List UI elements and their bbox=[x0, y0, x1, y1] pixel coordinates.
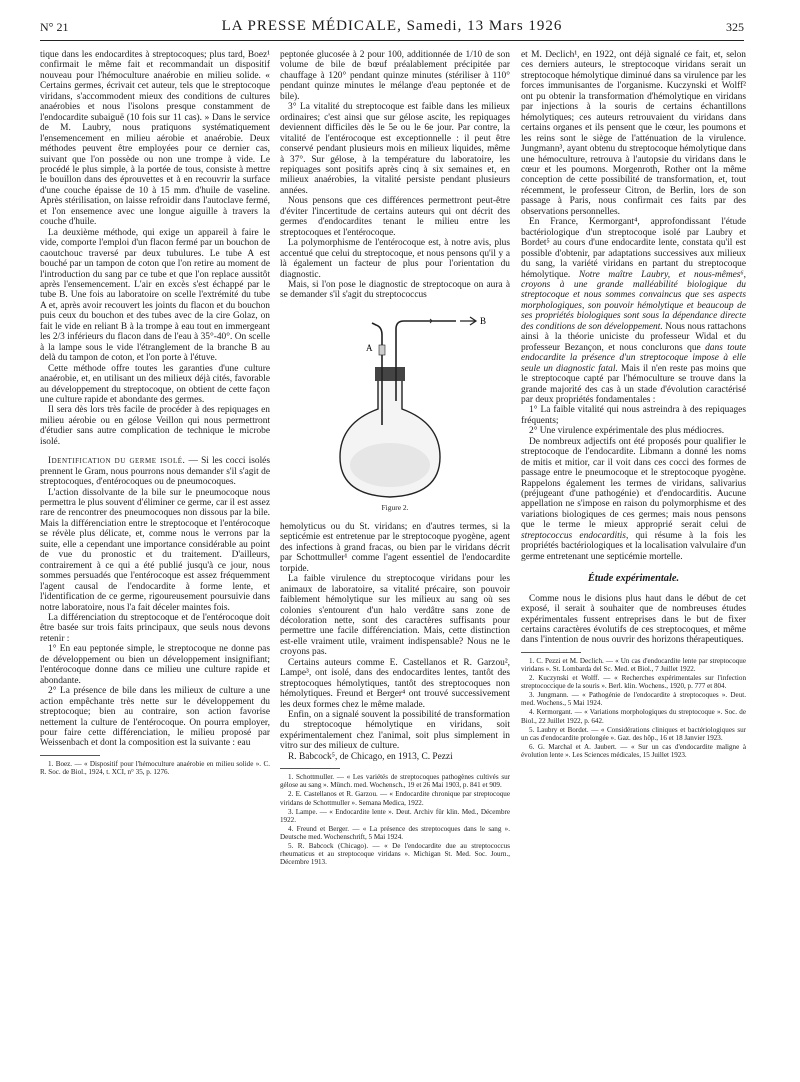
paragraph: Certains auteurs comme E. Castellanos et R. Garzou², Lampe³, ont isolé, dans des endocardites lentes, tantôt des streptocoques hémolytiques, tantôt des streptocoques non hémolytiques. Freund et Berger⁴ ont trouvé successivement les deux formes chez le même malade. bbox=[280, 657, 510, 710]
footnote: 2. Kuczynski et Wolff. — « Recherches expérimentales sur l'infection streptococcique de la souris ». Berl. klin. Wochens., 1920, p. 777 et 804. bbox=[521, 674, 746, 691]
footnote: 6. G. Marchal et A. Jaubert. — « Sur un cas d'endocardite maligne à évolution lente ». Les Sciences médicales, 15 Juillet 1923. bbox=[521, 742, 746, 759]
paragraph: Enfin, on a signalé souvent la possibilité de transformation du streptocoque hémolytique en viridans, soit expérimentalement chez l'animal, soit plus simplement in vitro sur des milieux de culture. bbox=[280, 710, 510, 752]
column-1 bbox=[40, 50, 270, 777]
paragraph: hemolyticus ou du St. viridans; en d'autres termes, si la septicémie est entretenue par le streptocoque pyogène, agent des infections à grand fracas, ou bien par le viridans décrit par Schottmuller¹ comme l'agent essentiel de l'endocardite torpide. bbox=[280, 521, 510, 574]
figure-2 bbox=[280, 305, 510, 520]
section-heading: Étude expérimentale. bbox=[587, 573, 680, 585]
paragraph: La deuxième méthode, qui exige un appareil à faire le vide, comporte l'emploi d'un flacon fermé par un bouchon de caoutchouc traversé par deux tubulures. Le tube A est bouché par un tampon de coton que l'on retire au moment de l'introduction du sang par ce tube et que l'on replace aussitôt après l'ensemencement. L'air en excès s'est échappé par le tube B. Une fois au laboratoire on scelle l'extrémité du tube A et, après avoir recouvert les joints du flacon et du bouchon puis ceux du bouchon et des tubes avec de la cire Golaz, on fait le vide en reliant B à la trompe à eau tout en immergeant les 2/3 inférieurs du flacon dans de l'eau à 35°-40°. On scelle à la lampe sous le vide l'étranglement de la branche B au delà du tampon de coton, et l'on porte à l'étuve. bbox=[40, 227, 270, 364]
footnote: 1. C. Pezzi et M. Declich. — « Un cas d'endocardite lente par streptocoque viridans ». St. Lombarda del Sc. Med. et Biol., 7 Juillet 1922. bbox=[521, 656, 746, 674]
page-header bbox=[40, 18, 744, 41]
paragraph: Mais, si l'on pose le diagnostic de streptocoque on aura à se demander s'il s'agit du streptococcus bbox=[280, 279, 510, 301]
section-paragraph: Identification du germe isolé. — Si les cocci isolés prennent le Gram, nous pourrons nous demander s'il s'agit de streptocoques, d'entérocoques ou de pneumocoques. bbox=[40, 456, 270, 488]
footnote: 1. Schottmuller. — « Les variétés de streptocoques pathogènes cultivés sur gélose au sang ». Münch. med. Wochensch., 19 et 26 Mai 1903, p. 841 et 909. bbox=[280, 773, 510, 790]
paragraph: Cette méthode offre toutes les garanties d'une culture anaérobie, et, en utilisant un des milieux déjà cités, favorable au développement du streptocoque, on obtient de cette façon une culture rapide et abondante des germes. bbox=[40, 363, 270, 405]
footnote: 5. R. Babcock (Chicago). — « De l'endocardite due au streptococcus rheumaticus et au streptocoque viridans ». Michigan St. Med. Soc. Journ., Décembre 1913. bbox=[280, 842, 510, 867]
column-2 bbox=[280, 50, 510, 867]
label-b: B bbox=[480, 315, 487, 326]
rubber-stopper bbox=[375, 367, 405, 381]
footnote-rule bbox=[280, 768, 340, 769]
flask-liquid bbox=[350, 443, 430, 487]
footnote: 3. Lampe. — « Endocardite lente ». Deut. Archiv für klin. Med., Décembre 1922. bbox=[280, 807, 510, 824]
footnote-rule bbox=[40, 755, 100, 756]
footnote: 3. Jungmann. — « Pathogénie de l'endocardite à streptocoques ». Deut. med. Wochens., 5 Mai 1924. bbox=[521, 691, 746, 708]
paragraph: De nombreux adjectifs ont été proposés pour qualifier le streptocoque de l'endocardite. Libmann a donné les noms de mitis et mitior, car il voit dans ces cocci des formes de passage entre le pneumocoque et le streptocoque pyogène. Rappelons également les termes de viridans, salivarius (préjugeant d'une pathogénie) et d'endocarditis. Aucune appellation ne s'impose en raison du polymorphisme et des variations biologiques de ces germes; mais nous pensons que le terme le mieux approprié serait celui de streptococcus endocarditis, qui résume à la fois les propriétés bactériologiques et la localisation valvulaire d'un germe entretenant une septicémie mortelle. bbox=[521, 436, 746, 562]
paragraph: 2° La présence de bile dans les milieux de culture a une action empêchante très nette sur le développement du streptocoque; bien au contraire, son action favorise nettement la culture de l'entérocoque. On pourra employer, pour faire cette différenciation, le milieu proposé par Weissenbach et dont la composition est la suivante : eau bbox=[40, 686, 270, 749]
flask-apparatus-diagram bbox=[280, 305, 510, 520]
column-3 bbox=[521, 50, 746, 760]
paragraph: et M. Declich¹, en 1922, ont déjà signalé ce fait, et, selon ces derniers auteurs, le streptocoque viridans serait un streptocoque hémolytique diminué dans sa virulence par les forces immunisantes de l'organisme. Kuczynski et Wolff² ont pu obtenir la transformation d'hémolytique en viridans par injections à la souris de certains échantillons hémolytiques; ces auteurs retrouvaient du viridans dans certains organes et ils pensent que le cœur, les poumons et les reins sont le siège de l'atténuation de la virulence. Jungmann³, ayant obtenu du streptocoque hémolytique dans une hémoculture, retrouva à l'autopsie du viridans dans le cœur et les poumons. Morgenroth, Rother ont la même conception de cette possibilité de transformation, et, tout récemment, le professeur Citron, de Berlin, lors de son passage à Paris, nous confirmait ces faits par des observations personnelles. bbox=[521, 50, 746, 217]
footnote-rule bbox=[521, 652, 581, 653]
paragraph: La faible virulence du streptocoque viridans pour les animaux de laboratoire, sa vitalité précaire, son pouvoir faiblement hémolytique sur les milieux au sang où ses colonies s'entourent d'un halo verdâtre sans zone de décoloration nette, sont des caractères suffisants pour permettre une facile différenciation. Mais, cette distinction est-elle vraiment utile, vraiment indispensable? Nous ne le croyons pas. bbox=[280, 574, 510, 658]
journal-title: LA PRESSE MÉDICALE, Samedi, 13 Mars 1926 bbox=[221, 18, 563, 34]
paragraph: La différenciation du streptocoque et de l'entérocoque doit être basée sur trois faits principaux, que seuls nous devons retenir : bbox=[40, 613, 270, 644]
footnotes bbox=[40, 760, 270, 776]
footnote: 5. Laubry et Bordet. — « Considérations cliniques et bactériologiques sur un cas d'endocardite prolongée ». Gaz. des hôp., 16 et 18 Janvier 1923. bbox=[521, 725, 746, 742]
issue-number: N° 21 bbox=[40, 20, 69, 34]
footnote: 4. Kermorgant. — « Variations morphologiques du streptocoque ». Soc. de Biol., 22 Juillet 1922, p. 642. bbox=[521, 708, 746, 725]
label-a: A bbox=[366, 342, 373, 353]
paragraph: L'action dissolvante de la bile sur le pneumocoque nous permettra le plus souvent d'éliminer ce germe, car il est assez rare de rencontrer des pneumocoques non dissous par la bile. Mais la différenciation entre le streptocoque et l'entérocoque se révèle plus délicate, et, comme nous le verrons par la suite, elle a cependant une importance considérable au point de vue du pronostic et du traitement. D'ailleurs, contrairement à ce qui a été publié jusqu'à ce jour, nous sommes persuadés que l'entérocoque est assez fréquemment l'agent causal de l'endocardite à forme lente, et l'identification de ce germe, rigoureusement poursuivie dans notre laboratoire, nous l'a fait déceler maintes fois. bbox=[40, 487, 270, 613]
arrow-b bbox=[460, 317, 476, 325]
tube-b bbox=[396, 321, 456, 401]
paragraph: peptonée glucosée à 2 pour 100, additionnée de 1/10 de son volume de bile de bœuf préalablement précipitée par chauffage à 120° pendant quinze minutes (stériliser à 110° pendant quinze minutes le mélange d'eau peptonée et de bile). bbox=[280, 50, 510, 102]
paragraph: 3° La vitalité du streptocoque est faible dans les milieux ordinaires; c'est ainsi que sur gélose ascite, les repiquages deviennent difficiles dès le 5e ou le 6e jour. Par contre, la vitalité de l'entérocoque est exceptionnelle : il peut être conservé pendant plusieurs mois en milieux liquides, même à 37°. Sur gélose, à la température du laboratoire, les repiquages sont positifs après cinq à six semaines et, en milieux anaérobies, la vitalité persiste pendant plusieurs années. bbox=[280, 102, 510, 196]
footnote: 2. E. Castellanos et R. Garzou. — « Endocardite chronique par streptocoque viridans de Schottmuller ». Semana Medica, 1922. bbox=[280, 790, 510, 807]
page-number: 325 bbox=[726, 20, 744, 34]
paragraph: Nous pensons que ces différences permettront peut-être d'éviter l'incertitude de certains auteurs qui ont décrit des germes d'endocardites tenant le milieu entre les streptocoques et l'entérocoque. bbox=[280, 196, 510, 238]
footnotes bbox=[521, 657, 746, 759]
paragraph: 1° En eau peptonée simple, le streptocoque ne donne pas de développement ou bien un développement insignifiant; l'entérocoque donne dans ce milieu une culture rapide et abondante. bbox=[40, 644, 270, 686]
cotton-plug bbox=[379, 345, 385, 355]
footnote: 4. Freund et Berger. — « La présence des streptocoques dans le sang ». Deutsche med. Wochenschrift, 5 Mai 1924. bbox=[280, 824, 510, 841]
footnotes bbox=[280, 773, 510, 866]
paragraph: 2° Une virulence expérimentale des plus médiocres. bbox=[529, 426, 725, 437]
footnote: 1. Boez. — « Dispositif pour l'hémoculture anaérobie en milieu solide ». C. R. Soc. de Biol., 1924, t. XCI, n° 35, p. 1276. bbox=[40, 759, 270, 776]
paragraph: Il sera dès lors très facile de procéder à des repiquages en milieu aérobie ou en gélose Veillon qui nous permettront d'étudier sans autre complication de technique le microbe isolé. bbox=[40, 405, 270, 447]
section-heading: Identification du germe isolé. bbox=[48, 456, 186, 467]
figure-caption: Figure 2. bbox=[381, 503, 409, 513]
paragraph: En France, Kermorgant⁴, approfondissant l'étude bactériologique d'un streptocoque isolé par Laubry et Bordet⁵ au cours d'une endocardite lente, constata qu'il est possible d'obtenir, par adaptations successives aux milieux du sang, la variété viridans en partant du streptocoque hémolytique. Notre maître Laubry, et nous-mêmes⁶, croyons à une grande malléabilité biologique du streptocoque et nous sommes convaincus que ses aspects morphologiques, son pouvoir hémolytique et beaucoup de ses propriétés biologiques sont sous la dépendance directe des conditions de son développement. Nous nous rattachons ainsi à la théorie uniciste du professeur Widal et du professeur Bezançon, et nous conclurons que dans toute endocardite la présence d'un streptocoque impose à elle seule un diagnostic fatal. Mais il n'en reste pas moins que le streptocoque capté par l'hémoculture se trouve dans la grande majorité des cas à un stade d'évolution caractérisé par deux propriétés fondamentales : bbox=[521, 217, 747, 405]
paragraph: tique dans les endocardites à streptocoques; plus tard, Boez¹ confirmait le même fait et recommandait un dispositif nouveau pour l'hémoculture anaérobie en milieu solide. « Certains germes, écrivait cet auteur, tels que le streptocoque viridans, s'accommodent mieux des conditions de cultures anaérobies et nous l'isolons presque constamment de l'endocardite subaiguë (10 fois sur 11 cas). » Dans le service de M. Laubry, nous pratiquons systématiquement l'ensemencement en milieu aérobie et anaérobie. Deux méthodes peuvent être employées pour ce dernier cas, suivant que l'on possède ou non une trompe à vide. Le procédé le plus simple, à la portée de tous, consiste à mettre le bouillon dans des éprouvettes et à en recouvrir la surface d'une couche épaisse de 10 à 15 mm. d'huile de vaseline. Après stérilisation, on laisse refroidir dans l'autoclave fermé, et l'on ensemence avec une longue aiguille à travers la couche d'huile. bbox=[40, 50, 270, 228]
paragraph: R. Babcock⁵, de Chicago, en 1913, C. Pezzi bbox=[288, 751, 453, 762]
paragraph: Comme nous le disions plus haut dans le début de cet exposé, il serait à souhaiter que de nombreuses études expérimentales fussent entreprises dans le but de fixer certains caractères évolutifs de ces streptocoques, et même dans l'intention de nous ouvrir des horizons thérapeutiques. bbox=[521, 593, 746, 646]
paragraph: 1° La faible vitalité qui nous astreindra à des repiquages fréquents; bbox=[521, 405, 746, 426]
paragraph: La polymorphisme de l'entérocoque est, à notre avis, plus accentué que celui du streptocoque, et nous pensons qu'il y a là également un facteur de plus pour l'orientation du diagnostic. bbox=[280, 238, 510, 280]
